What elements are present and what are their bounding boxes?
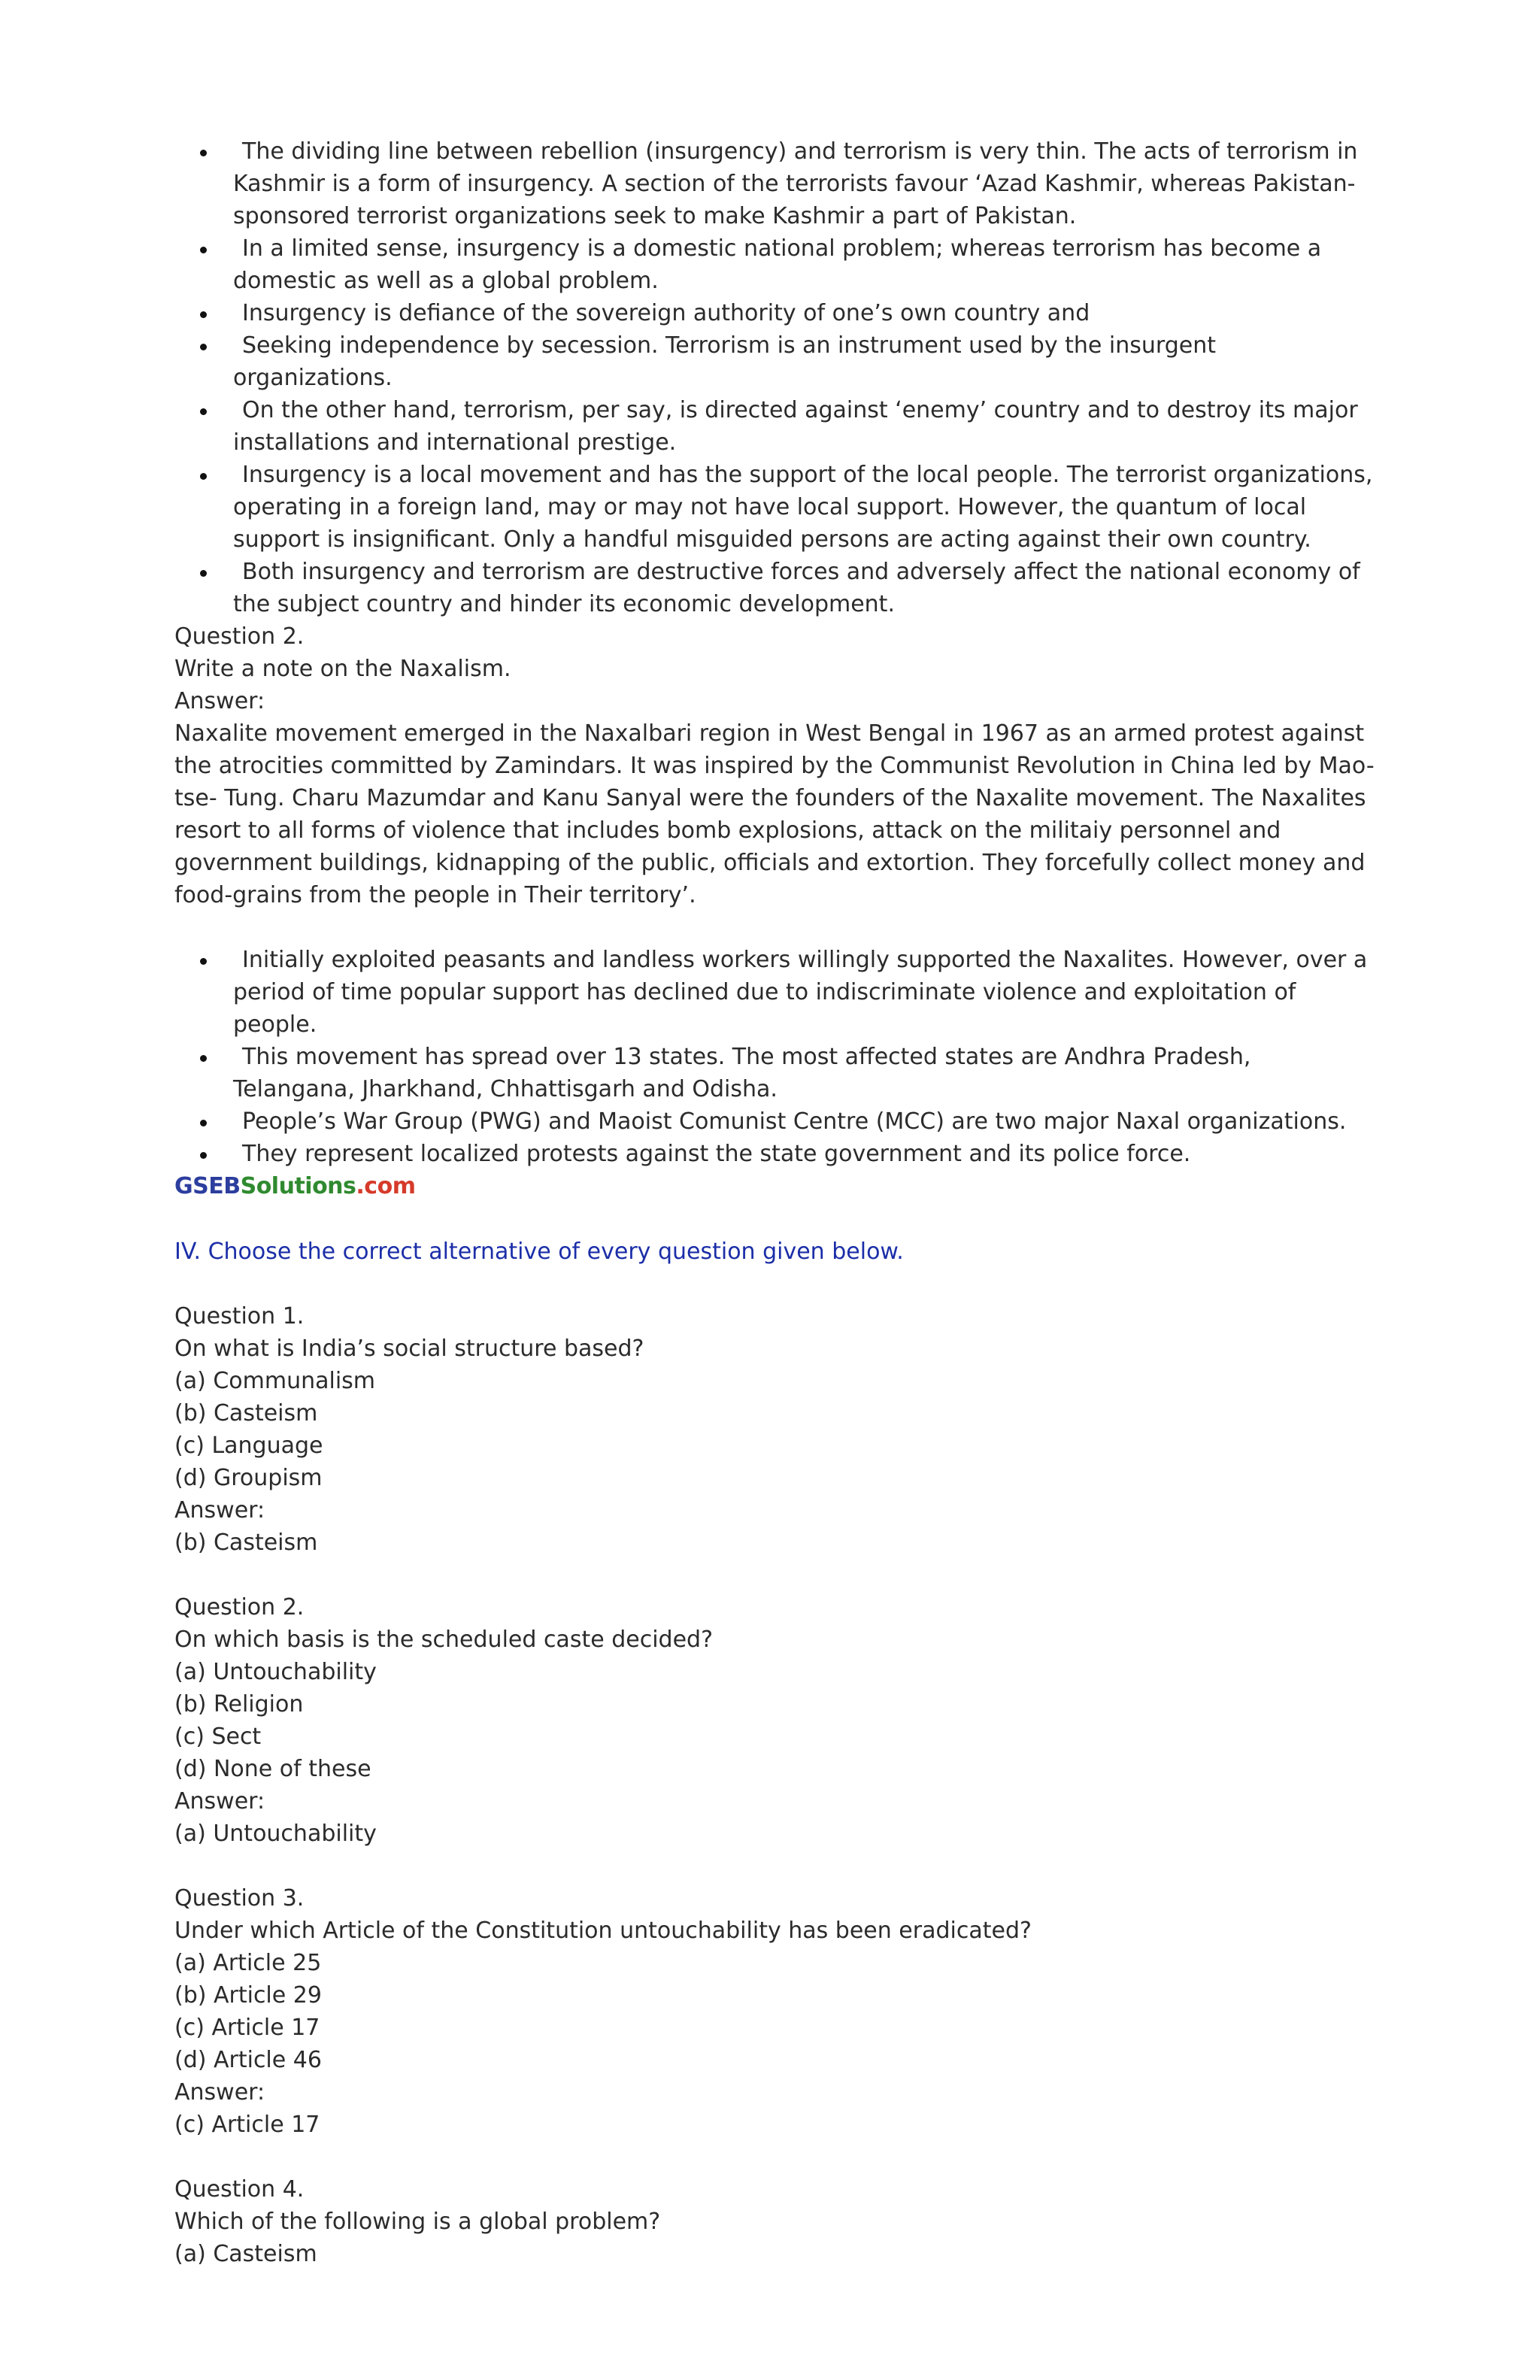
option: (a) Communalism: [174, 1368, 376, 1394]
list-item: Insurgency is a local movement and has the support of the local people. The terrorist organizations, operating in a foreign land, may or may not have local support. However, the quantum of local support is insignificant. Only a handful misguided persons are acting against their own country.: [174, 459, 1378, 556]
option: (a) Untouchability: [174, 1659, 377, 1685]
question-text: Under which Article of the Constitution untouchability has been eradicated?: [174, 1918, 1032, 1944]
site-logo[interactable]: GSEBSolutions.com: [174, 1173, 416, 1199]
intro-bullet-list: [174, 135, 1378, 620]
section-heading: IV. Choose the correct alternative of every question given below.: [174, 1239, 904, 1265]
option: (c) Article 17: [174, 2015, 320, 2041]
list-item: People’s War Group (PWG) and Maoist Comunist Centre (MCC) are two major Naxal organizations.: [174, 1105, 1378, 1138]
option: (a) Article 25: [174, 1950, 322, 1976]
list-item: This movement has spread over 13 states. The most affected states are Andhra Pradesh, Telangana, Jharkhand, Chhattisgarh and Odisha.: [174, 1041, 1378, 1105]
answer-label: Answer:: [174, 688, 265, 714]
mcq-question-4: [174, 2173, 1378, 2270]
question-label: Question 2.: [174, 623, 305, 650]
answer-label: Answer:: [174, 1788, 265, 1815]
spacer: [174, 1850, 1378, 1882]
option: (b) Article 29: [174, 1982, 322, 2009]
spacer: [174, 2141, 1378, 2173]
answer-text: (c) Article 17: [174, 2112, 320, 2138]
answer-text: (b) Casteism: [174, 1530, 318, 1556]
question-label: Question 1.: [174, 1303, 305, 1329]
spacer: [174, 1268, 1378, 1300]
list-item: Seeking independence by secession. Terrorism is an instrument used by the insurgent organizations.: [174, 329, 1378, 394]
list-item: Both insurgency and terrorism are destructive forces and adversely affect the national economy of the subject country and hinder its economic development.: [174, 556, 1378, 620]
option: (b) Casteism: [174, 1400, 318, 1426]
answer-label: Answer:: [174, 1497, 265, 1524]
list-item: They represent localized protests against the state government and its police force.: [174, 1138, 1378, 1170]
naxal-bullet-list: [174, 944, 1378, 1170]
question-text: On which basis is the scheduled caste decided?: [174, 1627, 714, 1653]
question-text: Write a note on the Naxalism.: [174, 656, 511, 682]
spacer: [174, 1203, 1378, 1235]
list-item: Insurgency is defiance of the sovereign authority of one’s own country and: [174, 297, 1378, 329]
option: (d) Groupism: [174, 1465, 323, 1491]
mcq-question-2: [174, 1591, 1378, 1850]
document-page: [174, 135, 1378, 2270]
list-item: Initially exploited peasants and landless workers willingly supported the Naxalites. However, over a period of time popular support has declined due to indiscriminate violence and exploitation of people.: [174, 944, 1378, 1041]
answer-paragraph: Naxalite movement emerged in the Naxalbari region in West Bengal in 1967 as an armed protest against the atrocities committed by Zamindars. It was inspired by the Communist Revolution in China led by Mao-tse- Tung. Charu Mazumdar and Kanu Sanyal were the founders of the Naxalite movement. The Naxalites resort to all forms of violence that includes bomb explosions, attack on the militaiy personnel and government buildings, kidnapping of the public, officials and extortion. They forcefully collect money and food-grains from the people in Their territory’.: [174, 720, 1375, 908]
mcq-question-3: [174, 1882, 1378, 2141]
question-label: Question 4.: [174, 2176, 305, 2203]
list-item: The dividing line between rebellion (insurgency) and terrorism is very thin. The acts of terrorism in Kashmir is a form of insurgency. A section of the terrorists favour ‘Azad Kashmir, whereas Pakistan-sponsored terrorist organizations seek to make Kashmir a part of Pakistan.: [174, 135, 1378, 232]
question-text: On what is India’s social structure based?: [174, 1336, 644, 1362]
list-item: On the other hand, terrorism, per say, is directed against ‘enemy’ country and to destroy its major installations and international prestige.: [174, 394, 1378, 459]
list-item: In a limited sense, insurgency is a domestic national problem; whereas terrorism has become a domestic as well as a global problem.: [174, 232, 1378, 297]
question-text: Which of the following is a global problem?: [174, 2209, 661, 2235]
question-label: Question 3.: [174, 1885, 305, 1912]
option: (b) Religion: [174, 1691, 304, 1718]
question-label: Question 2.: [174, 1594, 305, 1621]
option: (d) Article 46: [174, 2047, 322, 2073]
spacer: [174, 1559, 1378, 1591]
option: (a) Casteism: [174, 2241, 317, 2267]
answer-text: (a) Untouchability: [174, 1821, 377, 1847]
spacer: [174, 911, 1378, 944]
option: (d) None of these: [174, 1756, 371, 1782]
answer-label: Answer:: [174, 2079, 265, 2106]
mcq-question-1: [174, 1300, 1378, 1559]
option: (c) Sect: [174, 1724, 262, 1750]
option: (c) Language: [174, 1433, 323, 1459]
